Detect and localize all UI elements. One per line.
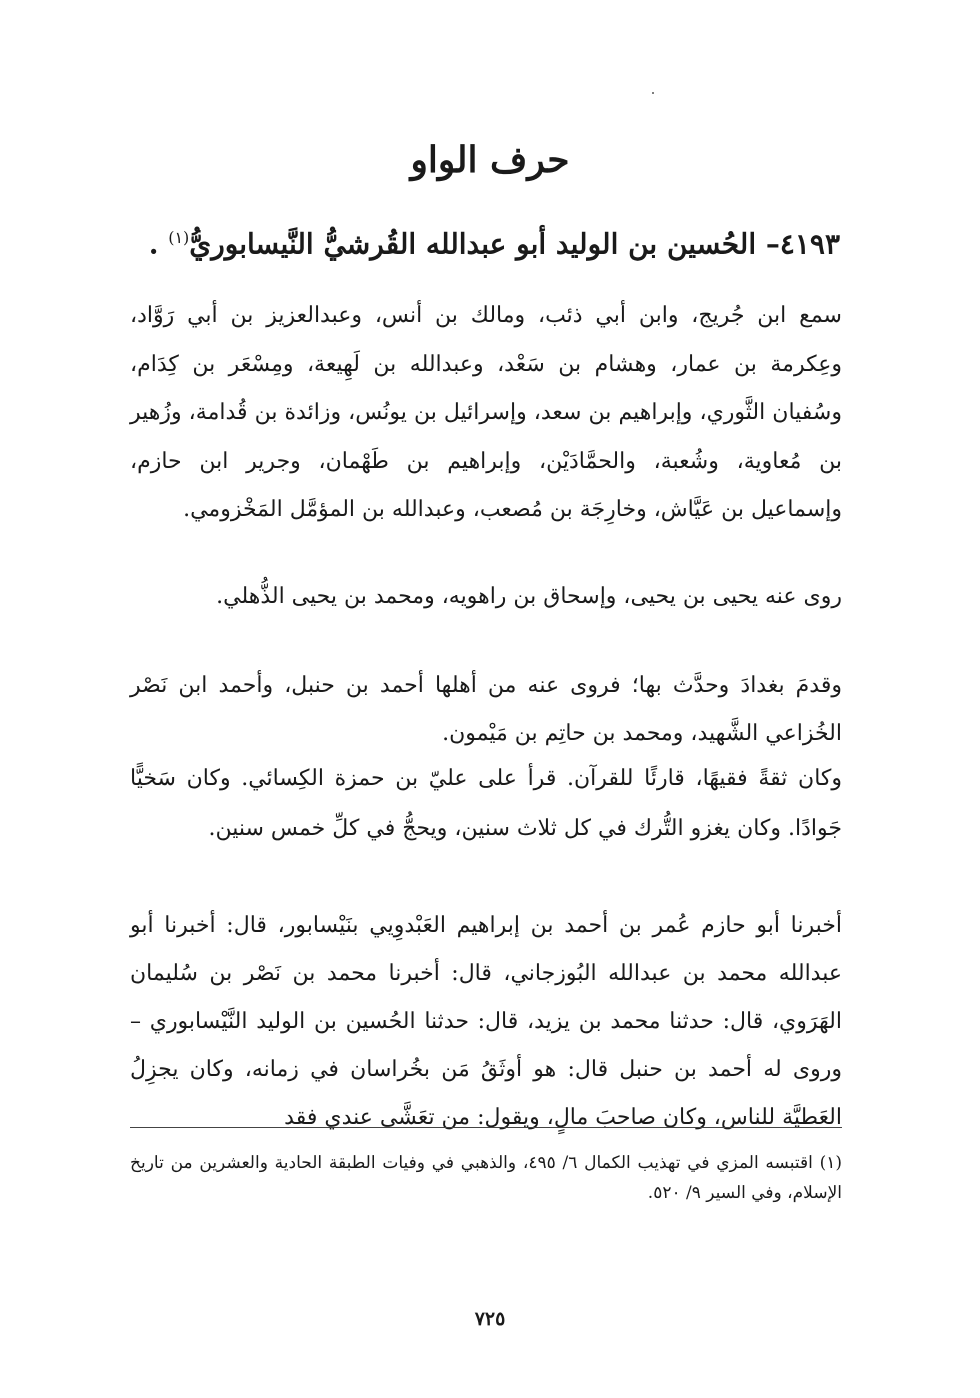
paragraph-character: وكان ثقةً فقيهًا، قارئًا للقرآن. قرأ على عليّ بن حمزة الكِسائي. وكان سَخيًّا جَوادًا. وكان يغزو التُّرك في كل ثلاث سنين، ويحجُّ في كلِّ خمس سنين. [130, 766, 842, 841]
footnote-marker: (١) [168, 228, 190, 247]
footnote: (١) اقتبسه المزي في تهذيب الكمال ٦/ ٤٩٥، والذهبي في وفيات الطبقة الحادية والعشرين من تاريخ الإسلام، وفي السير ٩/ ٥٢٠. [130, 1153, 842, 1203]
paragraph-teachers: سمع ابن جُريج، وابن أبي ذئب، ومالك بن أنس، وعبدالعزيز بن أبي رَوَّاد، وعِكرمة بن عمار، وهشام بن سَعْد، وعبدالله بن لَهِيعة، ومِسْعَر بن كِدَام، وسُفيان الثَّوري، وإبراهيم بن سعد، وإسرائيل بن يونُس، وزائدة بن قُدامة، وزُهير بن مُعاوية، وشُعبة، والحمَّادَيْن، وإبراهيم بن طَهْمان، وجرير ابن حازم، وإسماعيل بن عَيَّاش، وخارِجَة بن مُصعب، وعبدالله بن المؤمَّل المَخْزومي. [130, 303, 842, 522]
page-number: ٧٢٥ [474, 1308, 506, 1330]
paragraph-narration: أخبرنا أبو حازم عُمر بن أحمد بن إبراهيم العَبْدوِيي بنَيْسابور، قال: أخبرنا أبو عبدالله محمد بن عبدالله البُوزجاني، قال: أخبرنا محمد بن نَصْر بن سُليمان الهَرَوي، قال: حدثنا محمد بن يزيد، قال: حدثنا الحُسين بن الوليد النَّيْسابوري – وروى له أحمد بن حنبل قال: هو أوثَقُ مَن بخُراسان في زمانه، وكان يجزِلُ العَطيَّة للناس، وكان صاحبَ مالٍ، ويقول: من تعَشَّى عندي فقد [130, 913, 842, 1130]
entry-heading-end: . [148, 227, 169, 261]
footnote-divider [130, 1127, 842, 1128]
paragraph-baghdad: وقدمَ بغدادَ وحدَّث بها؛ فروى عنه من أهلها أحمد بن حنبل، وأحمد ابن نَصْر الخُزاعي الشَّهيد، ومحمد بن حاتِم بن مَيْمون. [130, 673, 842, 746]
print-speck [652, 92, 654, 94]
entry-heading [150, 218, 840, 264]
paragraph-students: روى عنه يحيى بن يحيى، وإسحاق بن راهويه، ومحمد بن يحيى الذُّهلي. [216, 584, 842, 609]
chapter-title: حرف الواو [410, 139, 570, 181]
entry-heading-text: ٤١٩٣– الحُسين بن الوليد أبو عبدالله القُرشيُّ النَّيسابوريُّ [189, 227, 840, 261]
